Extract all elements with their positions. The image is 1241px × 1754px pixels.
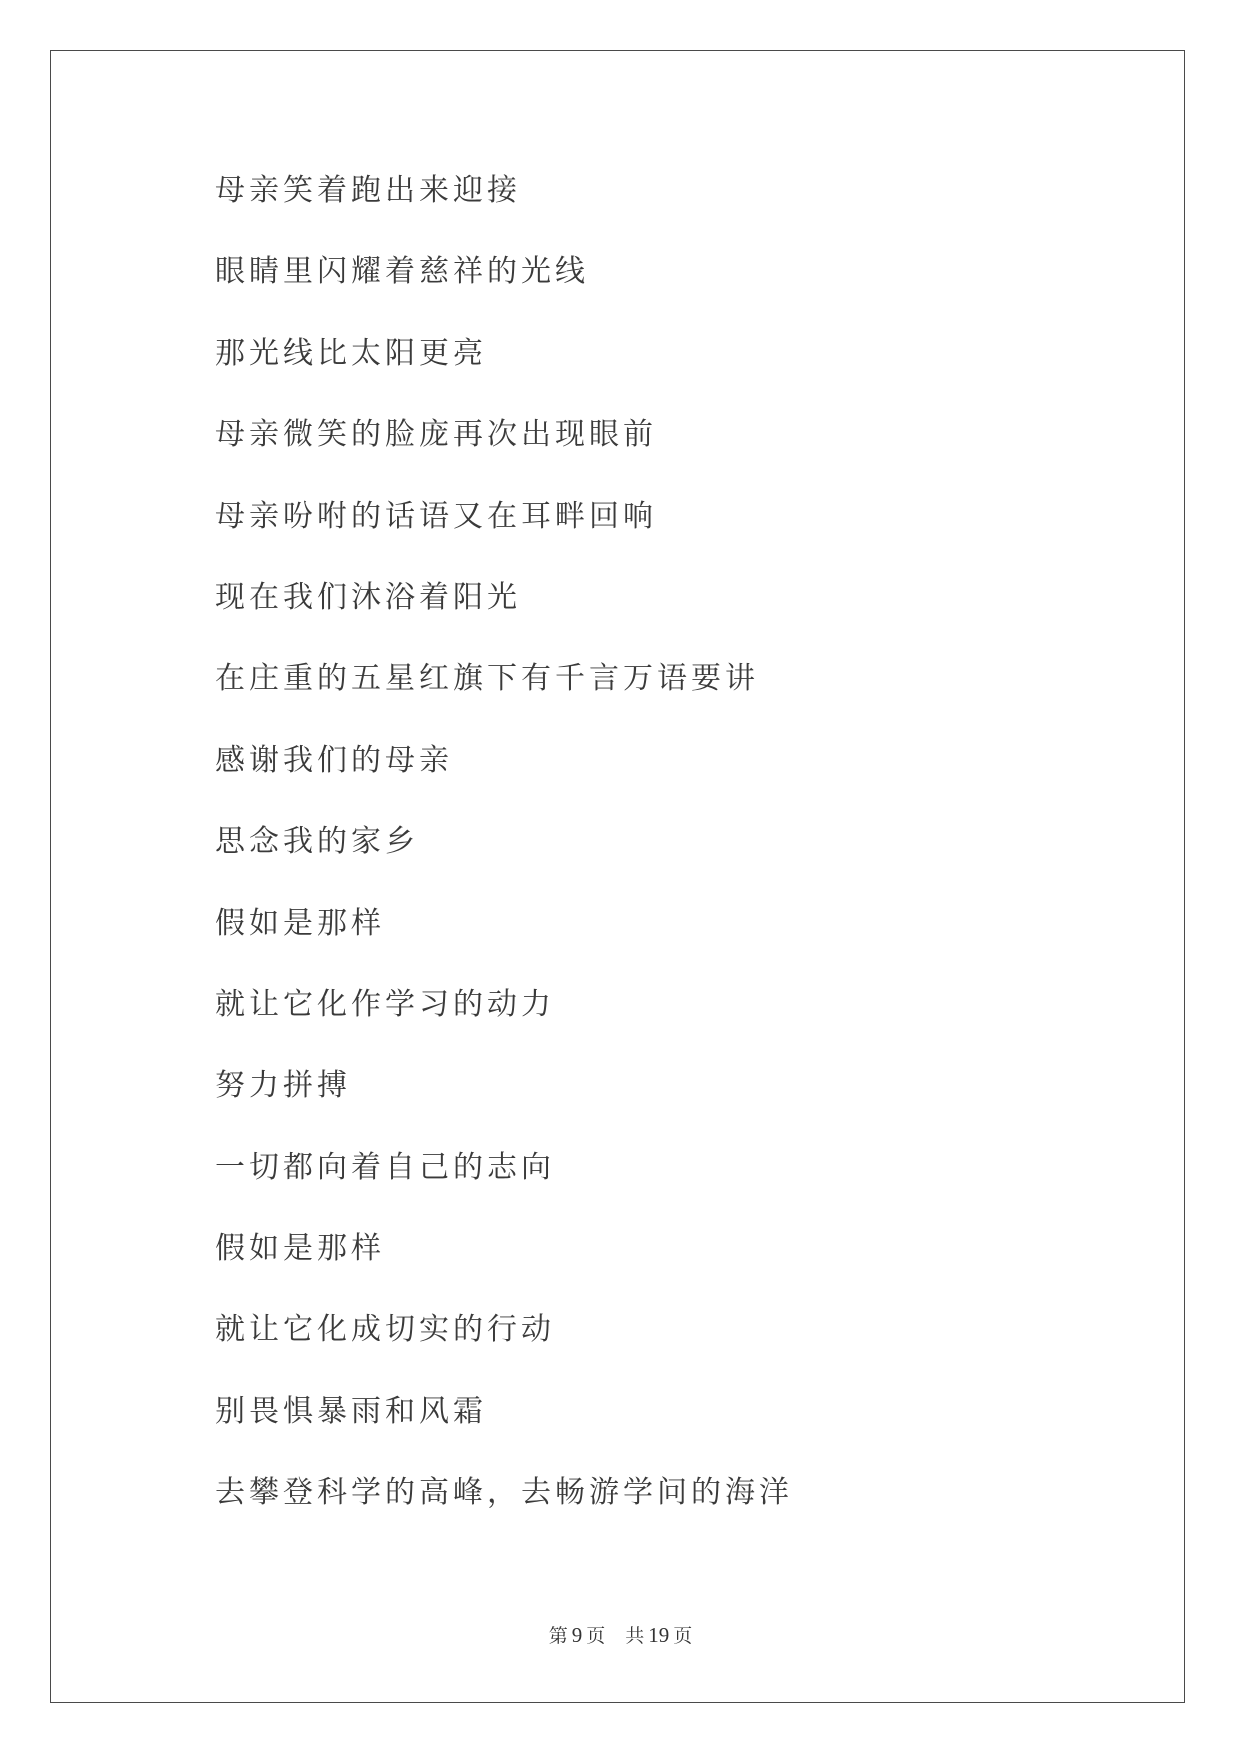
poem-line: 现在我们沐浴着阳光 bbox=[215, 579, 521, 615]
current-page-number: 9 bbox=[571, 1623, 583, 1647]
poem-line: 那光线比太阳更亮 bbox=[215, 335, 487, 371]
poem-line: 在庄重的五星红旗下有千言万语要讲 bbox=[215, 661, 759, 697]
poem-line: 去攀登科学的高峰，去畅游学问的海洋 bbox=[215, 1475, 793, 1511]
poem-line: 就让它化成切实的行动 bbox=[215, 1312, 555, 1348]
poem-line: 感谢我们的母亲 bbox=[215, 742, 453, 778]
poem-body bbox=[215, 166, 793, 1550]
poem-line: 一切都向着自己的志向 bbox=[215, 1149, 555, 1185]
poem-line: 假如是那样 bbox=[215, 1231, 385, 1267]
poem-line: 母亲吩咐的话语又在耳畔回响 bbox=[215, 498, 657, 534]
page-footer bbox=[0, 1621, 1241, 1648]
poem-line: 就让它化作学习的动力 bbox=[215, 986, 555, 1022]
footer-total-prefix: 共 bbox=[625, 1625, 645, 1647]
poem-line: 母亲笑着跑出来迎接 bbox=[215, 173, 521, 208]
poem-line: 努力拼搏 bbox=[215, 1068, 351, 1104]
poem-line: 眼睛里闪耀着慈祥的光线 bbox=[215, 254, 589, 290]
footer-total-suffix: 页 bbox=[673, 1625, 693, 1647]
poem-line: 思念我的家乡 bbox=[215, 824, 419, 860]
poem-line: 假如是那样 bbox=[215, 905, 385, 941]
poem-line: 别畏惧暴雨和风霜 bbox=[215, 1393, 487, 1429]
total-pages-number: 19 bbox=[648, 1623, 670, 1647]
footer-page-suffix: 页 bbox=[586, 1625, 606, 1647]
footer-page-prefix: 第 bbox=[548, 1625, 568, 1647]
poem-line: 母亲微笑的脸庞再次出现眼前 bbox=[215, 417, 657, 453]
